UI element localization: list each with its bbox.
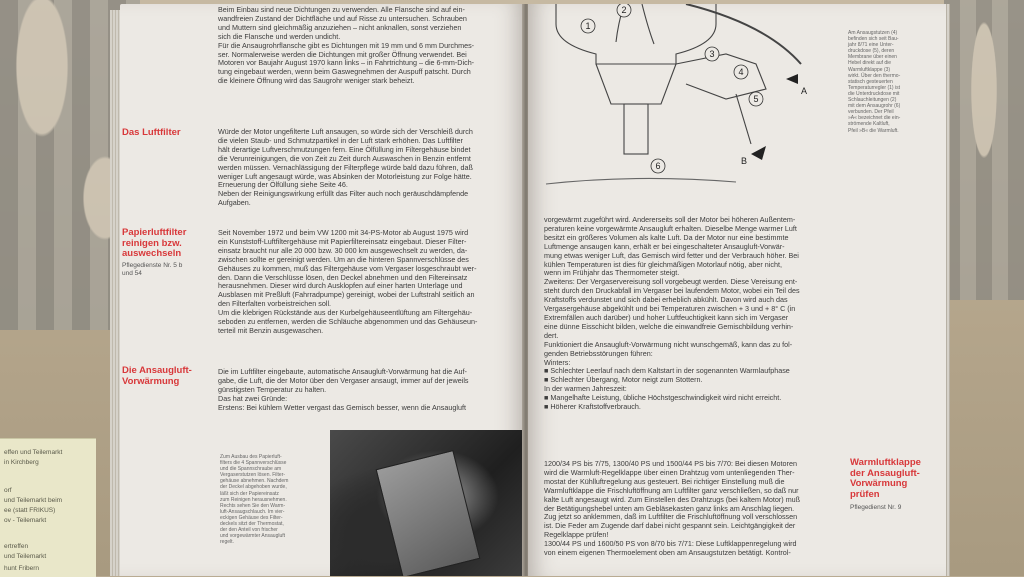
text-line: Gehäuses zu kommen, muß das Filtergehäuse vom Vergaser losgeschraubt wer-	[218, 263, 477, 273]
text-line: und Muttern sind gleichmäßig anzuziehen – nicht anknallen, sonst verziehen	[218, 22, 462, 32]
callout-a: A	[800, 86, 808, 96]
text-line: mostat der Kühlluftregelung aus gesteuert. Bei richtiger Einstellung muß die	[544, 476, 785, 486]
right-body-text	[544, 216, 800, 412]
heading-line: Papierluftfilter	[122, 227, 187, 238]
text-line: hält derartige Luftverschmutzungen fern. Eine Ölfüllung im Filtergehäuse bindet	[218, 144, 471, 154]
text-line: Das hat zwei Gründe:	[218, 393, 288, 403]
caption-line: luft-Ansaugschlauch. Im vier-	[220, 508, 285, 515]
caption-line: strömende Kaltluft,	[848, 121, 890, 128]
text-line: wird die Warmluft-Regelklappe über einen Drahtzug vom untenliegenden Ther-	[544, 467, 795, 477]
diagram-air-filter-shape	[556, 4, 716, 64]
heading-line: Die Ansaugluft-	[122, 365, 192, 376]
text-line: herausnehmen. Dieser wird durch Ausklopfen auf einer harten Unterlage und	[218, 281, 463, 291]
caption-line: mit dem Ansaugrohr (6)	[848, 103, 901, 110]
text-line: Für die Ansaugrohrflansche gibt es Dichtungen mit 19 mm und 6 mm Durchmes-	[218, 40, 475, 50]
intro-text	[218, 6, 474, 86]
text-line: zwischen sollte er gereinigt werden. Um an die hinteren Spannverschlüsse des	[218, 254, 469, 264]
text-line: Zweitens: Der Vergaservereisung soll vorgebeugt werden. Diese Vereisung ent-	[544, 277, 798, 287]
text-line: einsatz braucht nur alle 20 000 bzw. 30 000 km ausgewechselt zu werden, da-	[218, 245, 468, 255]
text-line: ■ Schlechter Übergang, Motor neigt zum Stottern.	[544, 375, 703, 385]
caption-line: Hebel direkt auf die	[848, 60, 892, 67]
caption-line: Vergaserstutzen lösen. Filter-	[220, 472, 286, 479]
caption-line: der Deckel abgehoben wurde,	[220, 484, 287, 491]
text-line: günstigsten Temperatur zu halten.	[218, 384, 327, 394]
text-line: Warmluftklappe die Frischluftöffnung am Luftfilter ganz verschließen, so daß nur	[544, 485, 799, 495]
text-line: Seit November 1972 und beim VW 1200 mit 34-PS-Motor ab August 1975 wird	[218, 228, 469, 237]
callout-5: 5	[753, 94, 759, 104]
booklet-line: hunt Fribern	[4, 565, 40, 572]
text-line: Beim Einbau sind neue Dichtungen zu verwenden. Alle Flansche sind auf ein-	[218, 5, 465, 14]
caption-line: und vorgewärmter Ansaugluft	[220, 533, 286, 540]
caption-line: zum Reinigen herausnehmen.	[220, 496, 287, 503]
caption-line: Zum Ausbau des Papierluft-	[220, 454, 282, 460]
callout-1: 1	[585, 21, 591, 31]
callout-3: 3	[709, 49, 715, 59]
caption-line: filters die 4 Spannverschlüsse	[220, 460, 287, 467]
text-line: Motoren vor Baujahr August 1970 kann links – in Fahrtrichtung – die 6-mm-Dich-	[218, 58, 475, 68]
text-line: Extremfällen auch darüber) und hoher Luftfeuchtigkeit kann sich im Vergaser	[544, 312, 789, 322]
text-line: Ausblasen mit Preßluft (Fahrradpumpe) gereinigt, wobei der Luftstrahl seitlich an	[218, 290, 475, 300]
text-line: Würde der Motor ungefilterte Luft ansaugen, so würde sich der Verschleiß durch	[218, 127, 473, 136]
caption-line: Schlauchleitungen (2)	[848, 97, 897, 104]
caption-line: Warmluftklappe (3)	[848, 66, 891, 73]
text-line: Um die klebrigen Rückstände aus der Kurbelgehäuseentlüftung am Filtergehäu-	[218, 308, 473, 318]
yellow-booklet	[0, 438, 96, 577]
text-line: Aufgaben.	[218, 198, 251, 208]
text-line: kalte Luft angesaugt wird. Zum Einstellen des Drahtzugs (bei kaltem Motor) muß	[544, 494, 801, 504]
air-filter-photo	[330, 430, 524, 576]
text-line: vorgewärmt zugeführt wird. Andererseits soll der Motor bei höheren Außentem-	[544, 215, 796, 224]
heading-line: Vorwärmung	[122, 375, 180, 387]
text-line: kühlen Temperaturen ist dies für gleichmäßigen Motorlauf nötig, aber nicht,	[544, 259, 782, 269]
heading-line: Das Luftfilter	[122, 127, 181, 138]
text-line: mung etwas weniger Luft, das Gemisch wird fetter und der Verbrauch höher. Bei	[544, 250, 799, 260]
diagram-hose-3	[686, 4, 801, 64]
arrow-b-icon	[751, 146, 766, 160]
text-line: 1300/44 PS und 1600/50 PS von 8/70 bis 7/71: Diese Luftklappenregelung wird	[544, 539, 797, 549]
booklet-line: in Kirchberg	[4, 459, 39, 466]
text-line: genden Betriebsstörungen führen:	[544, 348, 653, 358]
text-line: In der warmen Jahreszeit:	[544, 384, 627, 394]
text-line: Vergasergehäuse abgekühlt und bei Temperaturen zwischen + 3 und + 8° C (in	[544, 304, 796, 314]
booklet-line: und Teilemarkt beim	[4, 497, 63, 504]
caption-line: Rechts sehen Sie den Warm-	[220, 502, 286, 509]
text-line: weniger Luft angesaugt würde, was Absinken der Motorleistung zur Folge hätte.	[218, 171, 472, 181]
text-line: von einem eigenen Thermoelement oben am Ansaugstutzen betätigt. Kontrol-	[544, 548, 791, 558]
text-line: dert.	[544, 330, 559, 340]
text-line: peraturen keine vorgewärmte Ansaugluft erhalten. Dieselbe Menge warmer Luft	[544, 223, 797, 233]
text-line: seboden zu entfernen, werden die Schläuche abgenommen und das Gehäuseun-	[218, 317, 478, 327]
callout-b: B	[740, 156, 748, 166]
text-line: Die im Luftfilter eingebaute, automatische Ansaugluft-Vorwärmung hat die Auf-	[218, 367, 467, 376]
text-line: steht durch den Druckabfall im Vergaser bei laufendem Motor, wobei ein Teil des	[544, 286, 800, 296]
diagram-carb-body	[596, 64, 676, 104]
right-body-text-2	[544, 460, 800, 558]
photo-caption	[220, 454, 288, 545]
arrow-a-icon	[786, 74, 798, 84]
caption-line: deckels sitzt der Thermostat,	[220, 521, 284, 528]
left-page	[120, 4, 524, 576]
diagram-snorkel	[676, 54, 766, 99]
carburetor-diagram	[536, 4, 866, 200]
caption-line: Membrane über einen	[848, 54, 897, 61]
text-line: Erneuerung der Ölfüllung siehe Seite 46.	[218, 180, 348, 190]
patterned-cloth-right	[944, 0, 1024, 300]
text-line: Neben der Reinigungswirkung erfüllt das Filter auch noch geräuschdämpfende	[218, 189, 469, 199]
booklet-line: ov - Teilemarkt	[4, 517, 47, 524]
subtitle-line: und 54	[122, 270, 142, 277]
subtitle-line: Pflegedienste Nr. 5 b	[122, 262, 183, 269]
diagram-intake-pipe	[624, 104, 648, 154]
margin-subtitle: Pflegedienst Nr. 9	[850, 504, 902, 511]
text-line: werden müssen. Vernachlässigung der Filterpflege würde bald dazu führen, daß	[218, 162, 473, 172]
text-line: terteil mit Benzin ausgewaschen.	[218, 325, 324, 335]
text-line: ein Kunststoff-Luftfiltergehäuse mit Papierfiltereinsatz eingebaut. Dieser Filter-	[218, 236, 467, 246]
text-line: tung eingebaut werden, wenn beim Gaswegnehmen der Auspuff patscht. Durch	[218, 67, 471, 77]
diagram-link	[736, 94, 751, 144]
caption-line: und die Spannschraube am	[220, 466, 282, 473]
text-line: besitzt ein größeres Volumen als kalte Luft. Da der Motor nur eine bestimmte	[544, 232, 789, 242]
caption-line: der den Anteil von frischer	[220, 527, 278, 534]
text-line: 1200/34 PS bis 7/75, 1300/40 PS und 1500/44 PS bis 7/70: Bei diesen Motoren	[544, 459, 797, 468]
caption-line: Am Ansaugstutzen (4)	[848, 30, 898, 36]
caption-line: jahr 8/71 eine Unter-	[848, 42, 894, 49]
margin-heading-warmluftklappe	[850, 458, 921, 500]
section-subtitle-papierluftfilter	[122, 262, 182, 278]
text-line: den Filterfalten vorbeistreichen soll.	[218, 299, 332, 309]
text-line: Kraftstoffs verdunstet und sich dabei erheblich abkühlt. Davon wird auch das	[544, 295, 788, 305]
text-line: ist. Die Feder am Zugende darf dabei nicht gespannt sein. Leichtgängigkeit der	[544, 521, 796, 531]
right-page	[528, 4, 946, 576]
callout-4: 4	[738, 67, 744, 77]
caption-line: wirkt. Über den thermo-	[848, 72, 901, 79]
callout-2: 2	[621, 5, 627, 15]
section-body-luftfilter	[218, 128, 473, 208]
caption-line: »A« bezeichnet die ein-	[848, 115, 901, 122]
filter-housing-shape	[376, 450, 481, 576]
text-line: die vielen Staub- und Schmutzpartikel in der Luft stark erhöhen. Das Luftfilter	[218, 135, 463, 145]
text-line: Winters:	[544, 357, 571, 367]
caption-line: befinden sich seit Bau-	[848, 36, 899, 43]
text-line: ser. Normalerweise werden die Dichtungen mit großer Öffnung verwendet. Bei	[218, 49, 467, 59]
caption-line: Pfeil »B« die Warmluft.	[848, 127, 899, 134]
heading-line: Warmluftklappe	[850, 457, 921, 468]
heading-line: prüfen	[850, 488, 880, 500]
caption-line: Temperaturregler (1) ist	[848, 84, 900, 91]
text-line: gabe, die Luft, die der Motor über den Vergaser ansaugt, immer auf der jeweils	[218, 375, 469, 385]
section-heading-papierluftfilter	[122, 228, 186, 260]
heading-line: reinigen bzw.	[122, 237, 182, 249]
caption-line: druckdose (5), deren	[848, 48, 895, 55]
text-line: sich die Flansche und werden undicht.	[218, 31, 341, 41]
caption-line: statisch gesteuerten	[848, 78, 893, 85]
caption-line: läßt sich der Papiereinsatz	[220, 490, 279, 497]
text-line: der Betätigungshebel unten am Gebläsekasten ganz links am Anschlag liegen.	[544, 503, 795, 513]
booklet-line: ertreffen	[4, 543, 29, 550]
caption-line: die Unterdruckdose mit	[848, 90, 900, 97]
heading-line: auswechseln	[122, 248, 182, 259]
text-line: Erstens: Bei kühlem Wetter vergast das Gemisch besser, wenn die Ansaugluft	[218, 402, 466, 412]
text-line: Zug jetzt so anklemmen, daß im Luftfilter die Frischluftöffnung voll verschlossen	[544, 512, 798, 522]
booklet-line: effen und Teilemarkt	[4, 449, 63, 456]
text-line: Funktioniert die Ansaugluft-Vorwärmung nicht wunschgemäß, kann das zu fol-	[544, 339, 793, 349]
caption-line: regelt.	[220, 539, 234, 546]
text-line: wenn im Frühjahr das Thermometer steigt.	[544, 268, 680, 278]
open-manual	[98, 4, 950, 576]
text-line: die Verunreinigungen, die von Zeit zu Zeit durch Auswaschen in Benzin entfernt	[218, 153, 471, 163]
text-line: den. Dann die Verschlüsse lösen, den Deckel abnehmen und den Filtereinsatz	[218, 272, 468, 282]
text-line: ■ Höherer Kraftstoffverbrauch.	[544, 402, 641, 412]
text-line: die kleinere Öffnung wird das Saugrohr weniger stark beheizt.	[218, 76, 415, 86]
section-body-ansaugluft	[218, 368, 469, 413]
section-heading-ansaugluft	[122, 366, 192, 387]
text-line: Regelklappe prüfen!	[544, 530, 609, 540]
diagram-base-line	[546, 178, 736, 184]
text-line: ■ Mangelhafte Leistung, übliche Höchstgeschwindigkeit wird nicht erreicht.	[544, 393, 782, 403]
diagram-caption	[848, 30, 900, 134]
text-line: wandfreien Zustand der Dichtfläche und auf Risse zu untersuchen. Schrauben	[218, 13, 467, 23]
heading-line: Vorwärmung	[850, 478, 908, 489]
booklet-line: ee (statt FRIKUS)	[4, 507, 56, 514]
caption-line: eckigen Gehäuse des Filter-	[220, 514, 283, 521]
heading-line: der Ansaugluft-	[850, 467, 920, 479]
caption-line: verbunden. Der Pfeil	[848, 109, 894, 116]
text-line: Luftmenge ansaugen kann, erhält er bei eingeschalteter Ansaugluft-Vorwär-	[544, 241, 785, 251]
booklet-line: orf	[4, 487, 12, 494]
caption-line: gehäuse abnehmen. Nachdem	[220, 478, 289, 485]
text-line: eine dünne Eisschicht bilden, welche die einwandfreie Gemischbildung verhin-	[544, 321, 794, 331]
callout-6: 6	[655, 161, 661, 171]
text-line: ■ Schlechter Leerlauf nach dem Kaltstart in der sogenannten Warmlaufphase	[544, 366, 790, 376]
booklet-line: und Teilemarkt	[4, 553, 47, 560]
diagram-hose-2	[642, 4, 654, 44]
section-body-papierluftfilter	[218, 229, 477, 336]
section-heading-luftfilter	[122, 128, 181, 139]
